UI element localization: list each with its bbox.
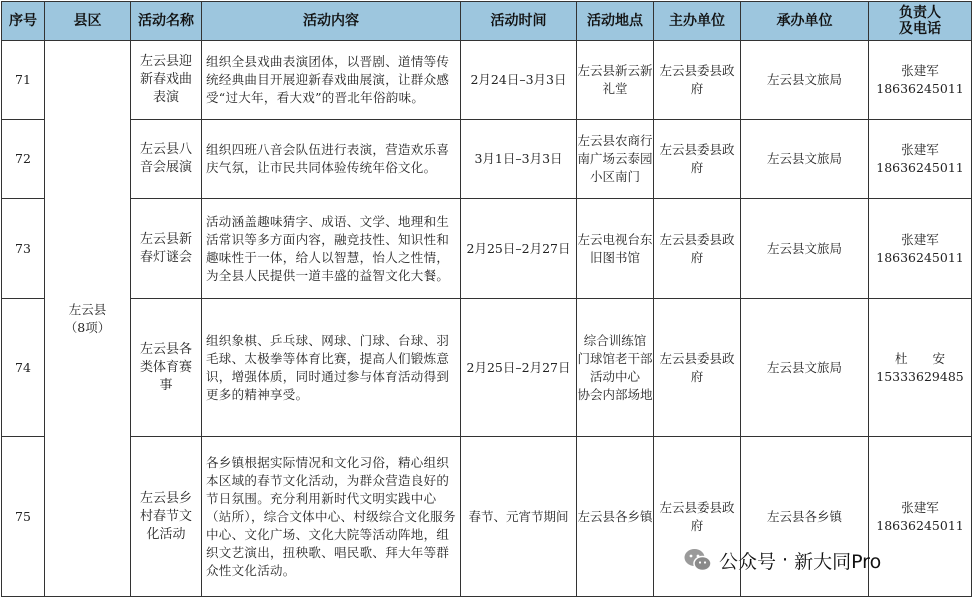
activity-time: 2月24日–3月3日 — [461, 41, 577, 120]
row-no: 71 — [2, 41, 45, 120]
activity-table — [1, 1, 972, 597]
activity-time: 2月25日–2月27日 — [461, 199, 577, 299]
row-no: 74 — [2, 299, 45, 437]
host-unit: 左云县委县政府 — [654, 199, 741, 299]
contact-cell — [869, 299, 972, 437]
activity-place: 左云电视台东旧图书馆 — [577, 199, 654, 299]
contact-phone: 18636245011 — [876, 249, 964, 265]
header-contact-line2: 及电话 — [899, 21, 941, 37]
contact-phone: 15333629485 — [876, 368, 964, 384]
organizer-unit: 左云县文旅局 — [741, 299, 869, 437]
table-row — [2, 120, 972, 199]
watermark-separator: · — [782, 549, 789, 571]
row-no: 72 — [2, 120, 45, 199]
contact-cell — [869, 199, 972, 299]
organizer-unit: 左云县文旅局 — [741, 199, 869, 299]
watermark-account: 公众号 — [719, 550, 777, 573]
activity-content: 组织四班八音会队伍进行表演，营造欢乐喜庆气氛，让市民共同体验传统年俗文化。 — [202, 120, 461, 199]
header-no: 序号 — [2, 2, 45, 41]
contact-phone: 18636245011 — [876, 517, 964, 533]
county-cell — [45, 41, 131, 597]
place-line: 综合训练馆 — [583, 332, 647, 348]
contact-person: 张建军 — [901, 142, 939, 157]
header-contact — [869, 2, 972, 41]
host-unit: 左云县委县政府 — [654, 41, 741, 120]
header-organizer: 承办单位 — [741, 2, 869, 41]
host-unit: 左云县委县政府 — [654, 437, 741, 597]
header-content: 活动内容 — [202, 2, 461, 41]
organizer-unit: 左云县文旅局 — [741, 120, 869, 199]
contact-person: 杜 安 — [894, 350, 945, 366]
header-host: 主办单位 — [654, 2, 741, 41]
header-time: 活动时间 — [461, 2, 577, 41]
header-contact-line1: 负责人 — [899, 5, 941, 21]
place-line: 门球馆老干部活动中心 — [577, 350, 653, 384]
activity-name: 左云县各类体育赛事 — [131, 299, 202, 437]
activity-name: 左云县八音会展演 — [131, 120, 202, 199]
county-count: （8项） — [64, 319, 111, 335]
contact-phone: 18636245011 — [876, 160, 964, 175]
header-place: 活动地点 — [577, 2, 654, 41]
activity-name: 左云县新春灯谜会 — [131, 199, 202, 299]
contact-cell — [869, 41, 972, 120]
contact-person: 张建军 — [901, 231, 939, 247]
organizer-unit: 左云县文旅局 — [741, 41, 869, 120]
activity-content: 各乡镇根据实际情况和文化习俗，精心组织本区域的春节文化活动，为群众营造良好的节日氛围。充分利用新时代文明实践中心（站所），综合文体中心、村级综合文化服务中心、文化广场、文化大院等活动阵地，组织文艺演出，扭秧歌、唱民歌、拜大年等群众性文化活动。 — [202, 437, 461, 597]
watermark-name: 新大同Pro — [794, 550, 882, 573]
row-no: 75 — [2, 437, 45, 597]
header-name: 活动名称 — [131, 2, 202, 41]
header-row — [2, 2, 972, 41]
activity-place: 左云县各乡镇 — [577, 437, 654, 597]
activity-time: 2月25日–2月27日 — [461, 299, 577, 437]
activity-time: 3月1日–3月3日 — [461, 120, 577, 199]
activity-place: 左云县新云新礼堂 — [577, 41, 654, 120]
table-row — [2, 299, 972, 437]
row-no: 73 — [2, 199, 45, 299]
activity-content: 活动涵盖趣味猜字、成语、文学、地理和生活常识等多方面内容，融竞技性、知识性和趣味性于一体，给人以智慧，怡人之性情，为全县人民提供一道丰盛的益智文化大餐。 — [202, 199, 461, 299]
activity-content: 组织全县戏曲表演团体，以晋剧、道情等传统经典曲目开展迎新春戏曲展演，让群众感受“过大年，看大戏”的晋北年俗韵味。 — [202, 41, 461, 120]
contact-person: 张建军 — [901, 63, 939, 78]
host-unit: 左云县委县政府 — [654, 120, 741, 199]
place-line: 协会内部场地 — [577, 386, 653, 402]
activity-place: 左云县农商行南广场云泰园小区南门 — [577, 120, 654, 199]
activity-place — [577, 299, 654, 437]
header-county: 县区 — [45, 2, 131, 41]
activity-name: 左云县迎新春戏曲表演 — [131, 41, 202, 120]
table-row — [2, 199, 972, 299]
table-row — [2, 41, 972, 120]
county-name: 左云县 — [68, 301, 107, 317]
contact-cell — [869, 120, 972, 199]
activity-content: 组织象棋、乒乓球、网球、门球、台球、羽毛球、太极拳等体育比赛，提高人们锻炼意识，增强体质，同时通过参与体育活动得到更多的精神享受。 — [202, 299, 461, 437]
contact-person: 张建军 — [901, 499, 939, 515]
wechat-logo-icon — [683, 547, 713, 573]
contact-cell — [869, 437, 972, 597]
activity-time: 春节、元宵节期间 — [461, 437, 577, 597]
host-unit: 左云县委县政府 — [654, 299, 741, 437]
watermark — [683, 540, 881, 580]
activity-name: 左云县乡村春节文化活动 — [131, 437, 202, 597]
contact-phone: 18636245011 — [876, 81, 964, 96]
organizer-unit: 左云县各乡镇 — [741, 437, 869, 597]
